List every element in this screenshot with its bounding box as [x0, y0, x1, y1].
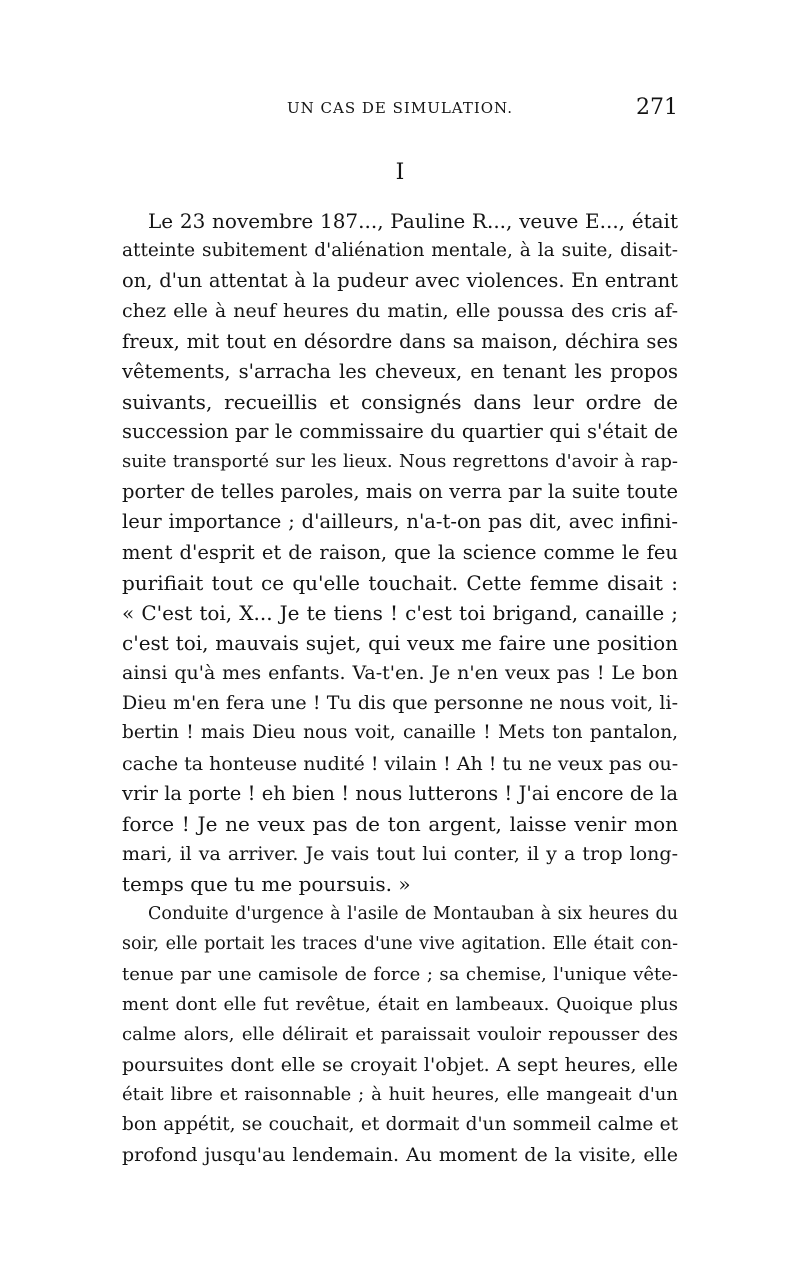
- text-line: vêtements, s'arracha les cheveux, en tenant les propos: [122, 359, 678, 383]
- running-head: [122, 95, 678, 121]
- text-line: vrir la porte ! eh bien ! nous lutterons ! J'ai encore de la: [122, 781, 678, 805]
- text-line: profond jusqu'au lendemain. Au moment de la visite, elle: [122, 1144, 678, 1167]
- text-line: force ! Je ne veux pas de ton argent, laisse venir mon: [122, 811, 678, 836]
- text-line: suite transporté sur les lieux. Nous regrettons d'avoir à rap-: [122, 451, 678, 473]
- running-title: UN CAS DE SIMULATION.: [287, 99, 513, 117]
- text-line: chez elle à neuf heures du matin, elle poussa des cris af-: [122, 300, 678, 323]
- text-line: Dieu m'en fera une ! Tu dis que personne ne nous voit, li-: [122, 692, 678, 715]
- text-line: porter de telles paroles, mais on verra par la suite toute: [122, 480, 678, 504]
- page-number: 271: [636, 95, 678, 120]
- text-line: cache ta honteuse nudité ! vilain ! Ah ! tu ne veux pas ou-: [122, 752, 679, 775]
- text-line: Conduite d'urgence à l'asile de Montauban à six heures du: [148, 904, 678, 925]
- text-line: poursuites dont elle se croyait l'objet. A sept heures, elle: [122, 1053, 678, 1076]
- text-line: ment d'esprit et de raison, que la science comme le feu: [122, 540, 678, 564]
- text-line: on, d'un attentat à la pudeur avec violences. En entrant: [122, 269, 678, 293]
- text-line: suivants, recueillis et consignés dans leur ordre de: [122, 389, 678, 414]
- text-line: tenue par une camisole de force ; sa chemise, l'unique vête-: [122, 963, 678, 985]
- text-line: c'est toi, mauvais sujet, qui veux me faire une position: [122, 630, 678, 655]
- section-numeral: I: [395, 160, 405, 185]
- text-line: ment dont elle fut revêtue, était en lambeaux. Quoique plus: [122, 993, 678, 1015]
- text-line: temps que tu me poursuis. »: [122, 872, 411, 897]
- text-line: « C'est toi, X... Je te tiens ! c'est toi brigand, canaille ;: [122, 600, 678, 625]
- text-line: mari, il va arriver. Je vais tout lui conter, il y a trop long-: [122, 842, 678, 865]
- text-line: soir, elle portait les traces d'une vive agitation. Elle était con-: [122, 934, 678, 955]
- text-line: purifiait tout ce qu'elle touchait. Cette femme disait :: [122, 570, 678, 595]
- text-line: bertin ! mais Dieu nous voit, canaille ! Mets ton pantalon,: [122, 722, 678, 744]
- text-line: freux, mit tout en désordre dans sa maison, déchira ses: [122, 329, 678, 353]
- text-line: succession par le commissaire du quartier qui s'était de: [122, 419, 678, 443]
- text-line: calme alors, elle délirait et paraissait vouloir repousser des: [122, 1023, 678, 1045]
- text-line: Le 23 novembre 187..., Pauline R..., veuve E..., était: [148, 209, 678, 233]
- text-line: leur importance ; d'ailleurs, n'a-t-on pas dit, avec infini-: [122, 510, 678, 534]
- body-text: [122, 206, 678, 1171]
- text-line: bon appétit, se couchait, et dormait d'un sommeil calme et: [122, 1114, 678, 1136]
- text-line: atteinte subitement d'aliénation mentale, à la suite, disait-: [122, 240, 678, 262]
- text-line: était libre et raisonnable ; à huit heures, elle mangeait d'un: [122, 1084, 678, 1106]
- text-line: ainsi qu'à mes enfants. Va-t'en. Je n'en veux pas ! Le bon: [122, 662, 678, 685]
